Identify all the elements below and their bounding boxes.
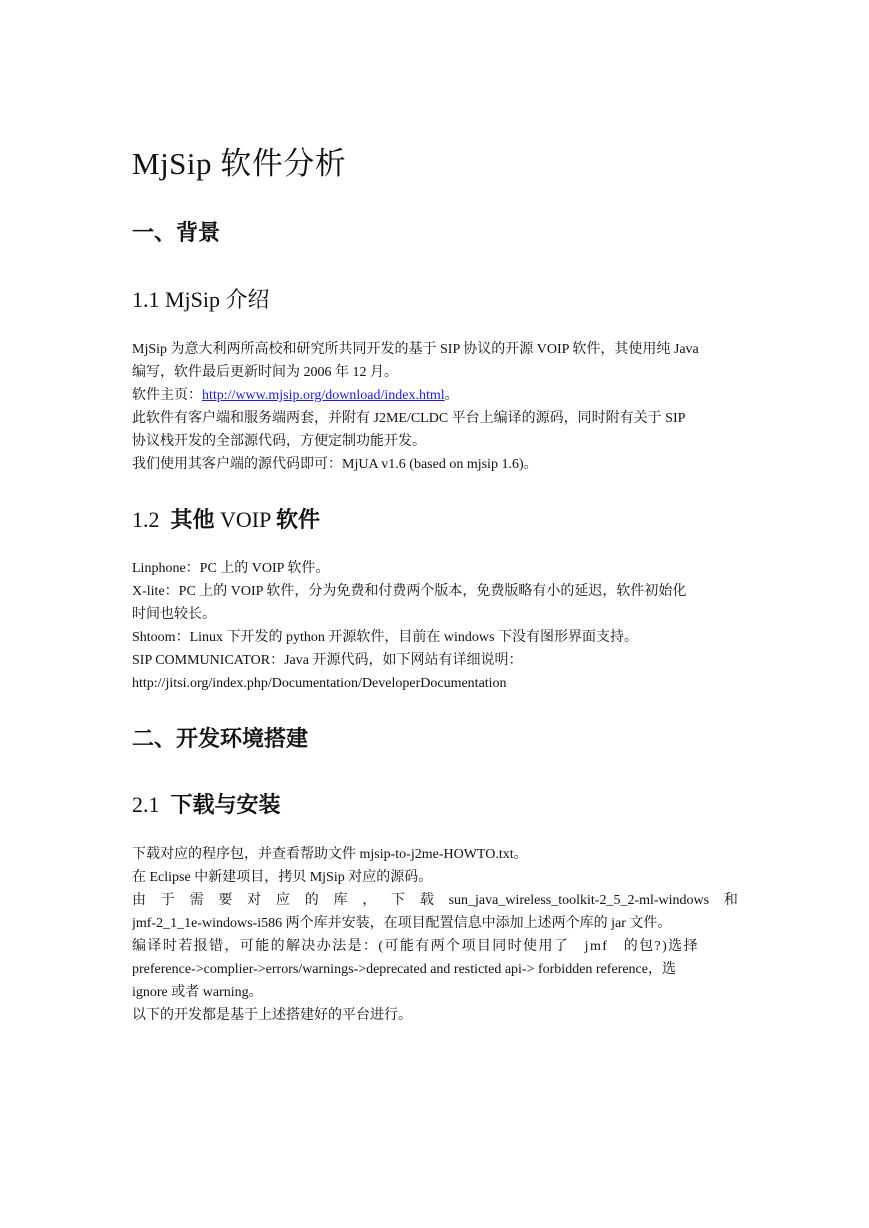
- document-title: MjSip 软件分析: [132, 146, 347, 181]
- word: 载: [419, 893, 434, 908]
- text-line: Linphone：PC 上的 VOIP 软件。: [132, 561, 330, 576]
- homepage-link[interactable]: http://www.mjsip.org/download/index.html: [202, 388, 445, 403]
- heading-number: 1.2: [132, 507, 160, 532]
- text-line: http://jitsi.org/index.php/Documentation/DeveloperDocumentation: [132, 676, 507, 691]
- justified-line: [132, 889, 738, 912]
- paragraph-download-install: [132, 843, 738, 1027]
- section-heading-background: 一、背景: [132, 220, 221, 245]
- text-line: 下载对应的程序包，并查看帮助文件 mjsip-to-j2me-HOWTO.txt。: [132, 847, 528, 862]
- text-line: 以下的开发都是基于上述搭建好的平台进行。: [132, 1008, 412, 1023]
- text-line: MjSip 为意大利两所高校和研究所共同开发的基于 SIP 协议的开源 VOIP 软件，其使用纯 Java: [132, 342, 699, 357]
- word: 需: [189, 893, 204, 908]
- subsection-heading-download-install: [132, 788, 281, 819]
- word: 对: [247, 893, 262, 908]
- heading-text-a: 其他: [170, 507, 215, 532]
- text-line: 协议栈开发的全部源代码，方便定制功能开发。: [132, 434, 426, 449]
- text-line: 编译时若报错，可能的解决办法是：(可能有两个项目同时使用了 jmf 的包?)选择: [132, 939, 699, 954]
- homepage-suffix: 。: [444, 388, 459, 403]
- word: ，: [362, 893, 377, 908]
- text-line: 此软件有客户端和服务端两套，并附有 J2ME/CLDC 平台上编译的源码，同时附有关于 SIP: [132, 411, 686, 426]
- word: 和: [723, 893, 738, 908]
- word: 的: [304, 893, 319, 908]
- word: 库: [333, 893, 348, 908]
- homepage-line: [132, 384, 738, 407]
- text-line: Shtoom：Linux 下开发的 python 开源软件，目前在 windows 下没有图形界面支持。: [132, 630, 638, 645]
- word: 要: [218, 893, 233, 908]
- heading-text-b: VOIP: [214, 507, 277, 532]
- text-line: 我们使用其客户端的源代码即可：MjUA v1.6 (based on mjsip 1.6)。: [132, 457, 538, 472]
- word: sun_java_wireless_toolkit-2_5_2-ml-windows: [448, 893, 710, 908]
- word: 应: [275, 893, 290, 908]
- text-line: ignore 或者 warning。: [132, 985, 263, 1000]
- word: 由: [132, 893, 146, 908]
- heading-text-c: 软件: [276, 507, 321, 532]
- text-line: X-lite：PC 上的 VOIP 软件，分为免费和付费两个版本，免费版略有小的延迟，软件初始化: [132, 584, 687, 599]
- text-line: 编写，软件最后更新时间为 2006 年 12 月。: [132, 365, 398, 380]
- text-line: SIP COMMUNICATOR：Java 开源代码，如下网站有详细说明：: [132, 653, 523, 668]
- paragraph-other-voip: [132, 557, 738, 695]
- subsection-heading-mjsip-intro: 1.1 MjSip 介绍: [132, 287, 270, 312]
- section-heading-dev-env: 二、开发环境搭建: [132, 726, 309, 751]
- text-line: jmf-2_1_1e-windows-i586 两个库并安装，在项目配置信息中添加上述两个库的 jar 文件。: [132, 916, 672, 931]
- word: 下: [391, 893, 406, 908]
- heading-text: 下载与安装: [170, 792, 281, 817]
- text-line: 时间也较长。: [132, 607, 216, 622]
- text-line: preference->complier->errors/warnings->deprecated and resticted api-> forbidden reference，选: [132, 962, 676, 977]
- word: 于: [160, 893, 175, 908]
- paragraph-mjsip-intro: [132, 338, 738, 476]
- subsection-heading-other-voip: [132, 503, 320, 534]
- heading-number: 2.1: [132, 792, 160, 817]
- homepage-label: 软件主页：: [132, 388, 202, 403]
- text-line: 在 Eclipse 中新建项目，拷贝 MjSip 对应的源码。: [132, 870, 433, 885]
